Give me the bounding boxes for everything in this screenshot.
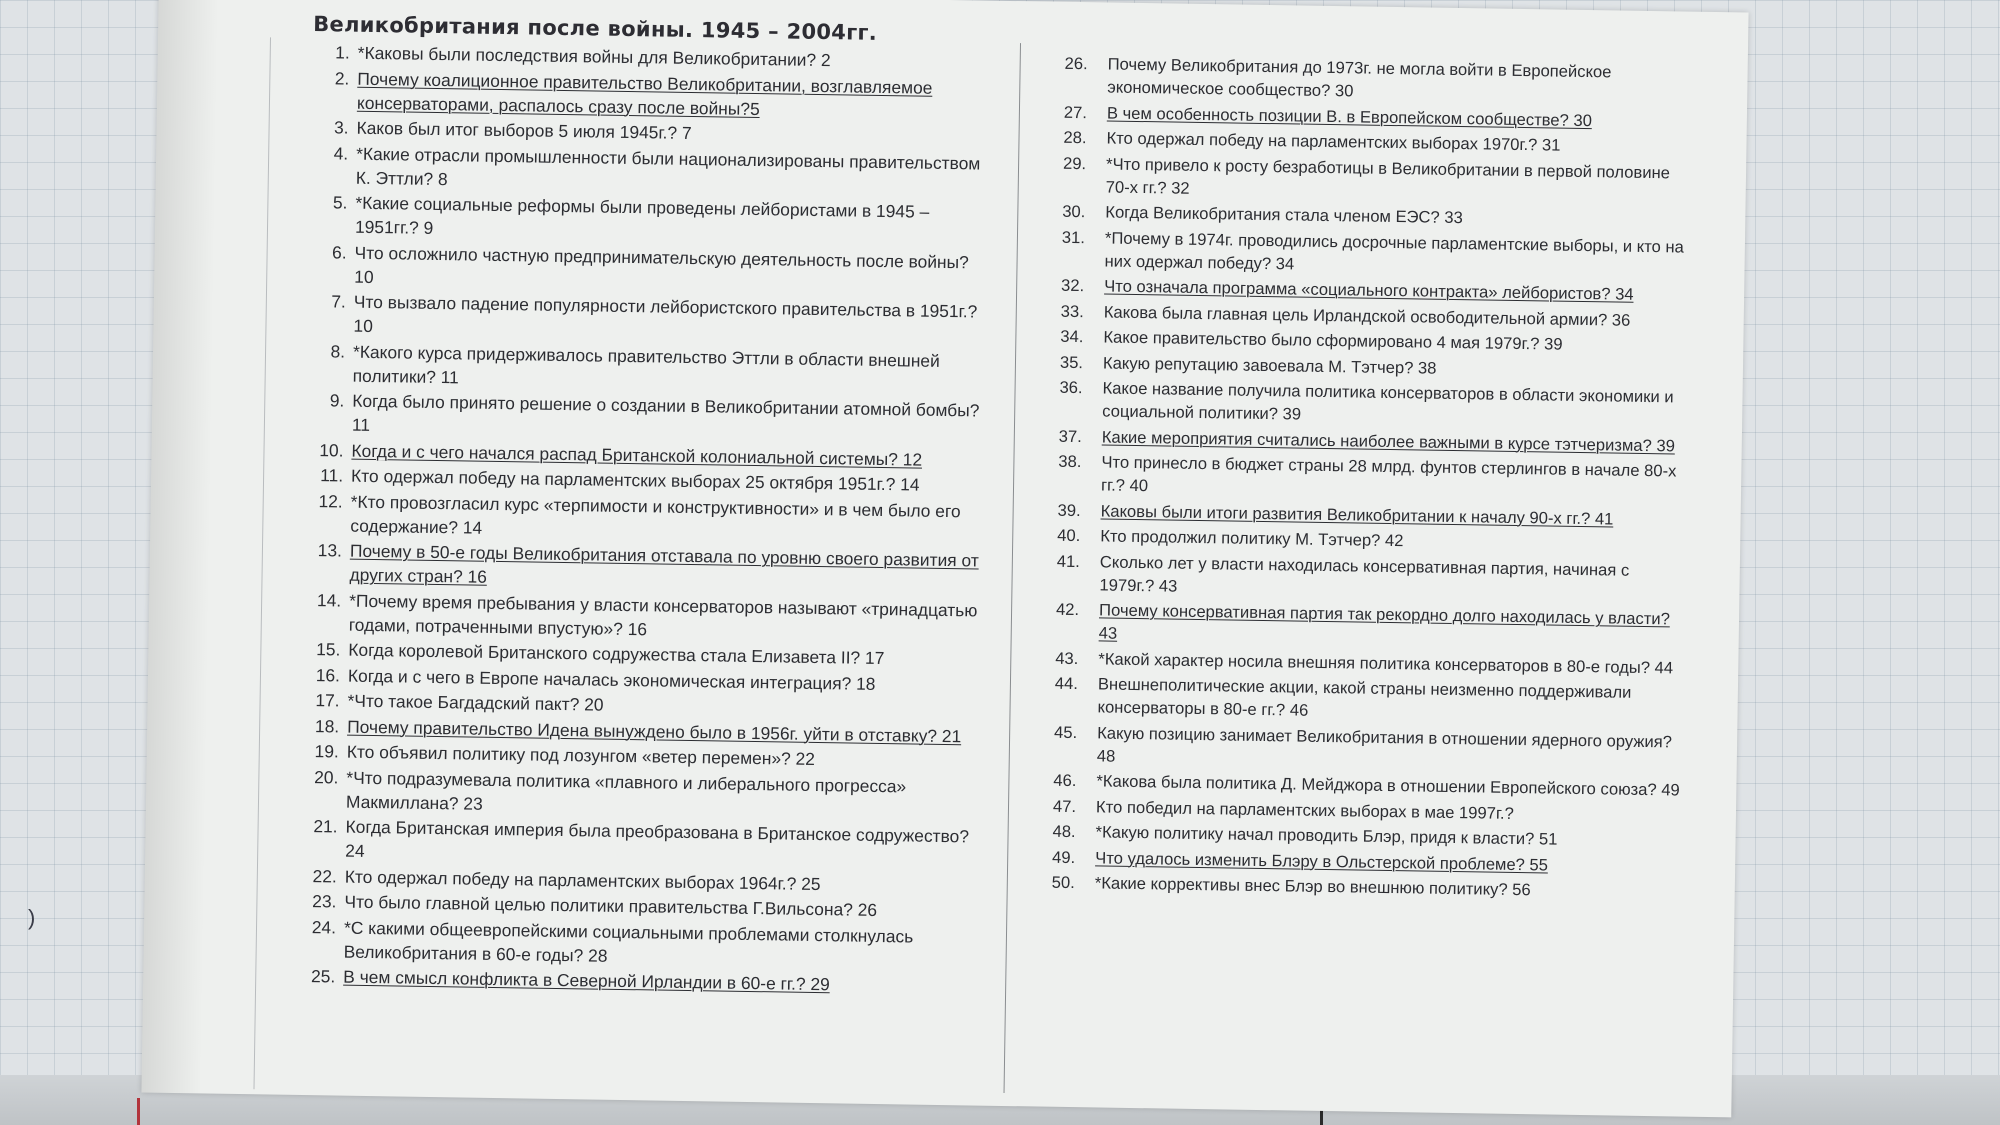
question-number: 49. — [1052, 847, 1076, 867]
question-number: 36. — [1059, 377, 1083, 398]
question-item — [282, 388, 983, 447]
question-number: 7. — [331, 291, 347, 312]
question-text: *Почему время пребывания у власти консерваторов называют «тринадцатью годами, потраченными впустую»? 16 — [348, 590, 978, 639]
question-item — [1049, 450, 1690, 506]
question-text: Какие мероприятия считались наиболее важными в курсе тэтчеризма? 39 — [1101, 426, 1676, 455]
question-text: Какую позицию занимает Великобритания в отношении ядерного оружия? 48 — [1096, 722, 1673, 766]
question-text: *Кто провозгласил курс «терпимости и конструктивности» и в чем было его содержание? 14 — [350, 491, 961, 538]
question-text: Какое правительство было сформировано 4 мая 1979г.? 39 — [1103, 327, 1563, 354]
question-number: 41. — [1056, 551, 1081, 571]
question-item — [283, 338, 984, 397]
question-number: 8. — [330, 340, 346, 362]
question-item — [275, 814, 976, 873]
column-divider — [1004, 43, 1021, 1093]
question-text: Какую репутацию завоевала М. Тэтчер? 38 — [1102, 352, 1437, 378]
question-number: 9. — [329, 390, 345, 411]
question-number: 45. — [1053, 722, 1078, 742]
question-number: 21. — [313, 816, 338, 837]
question-text: Когда королевой Британского содружества стала Елизавета II? 17 — [348, 639, 885, 669]
question-number: 24. — [311, 916, 337, 937]
question-number: 44. — [1054, 673, 1079, 694]
question-item — [273, 914, 974, 973]
question-item — [280, 488, 981, 547]
margin-line — [137, 1098, 140, 1125]
question-item — [279, 538, 980, 597]
question-text: Почему правительство Идена вынуждено было в 1956г. уйти в отставку? 21 — [347, 716, 962, 746]
question-text: *Какого курса придерживалось правительство Эттли в области внешней политики? 11 — [352, 341, 940, 387]
question-number: 2. — [334, 67, 350, 89]
question-number: 29. — [1062, 153, 1087, 173]
question-number: 23. — [312, 891, 337, 912]
question-text: Кто победил на парламентских выборах в мае 1997г.? — [1095, 796, 1514, 823]
question-item — [283, 289, 984, 348]
question-item — [1054, 151, 1695, 207]
question-item — [286, 140, 987, 199]
question-number: 6. — [331, 241, 347, 263]
question-text: Какое название получила политика консерваторов в области экономики и социальной политики? 39 — [1102, 378, 1674, 424]
question-text: Почему в 50-е годы Великобритания отставала по уровню своего развития от других стран? 16 — [349, 540, 979, 587]
questions-right-column — [1043, 52, 1696, 906]
question-text: Кто одержал победу на парламентских выборах 1964г.? 25 — [344, 866, 821, 894]
question-text: В чем особенность позиции В. в Европейском сообществе? 30 — [1106, 102, 1593, 130]
question-number: 16. — [315, 664, 341, 686]
question-text: Кто одержал победу на парламентских выборах 25 октября 1951г.? 14 — [350, 465, 920, 495]
question-text: Почему коалиционное правительство Великобритании, возглавляемое консерваторами, распалось сразу после войны?5 — [356, 68, 933, 119]
question-text: Когда и с чего начался распад Британской колониальной системы? 12 — [351, 440, 923, 470]
question-text: *Какую политику начал проводить Блэр, придя к власти? 51 — [1095, 822, 1558, 849]
question-item — [287, 65, 988, 124]
question-number: 30. — [1062, 201, 1086, 222]
question-number: 10. — [319, 439, 344, 461]
question-item — [1055, 52, 1696, 108]
question-number: 14. — [316, 589, 342, 611]
question-text: Почему Великобритания до 1973г. не могла войти в Европейское экономическое сообщество? 30 — [1107, 54, 1612, 101]
question-number: 46. — [1053, 770, 1077, 791]
question-number: 42. — [1055, 599, 1080, 620]
question-number: 13. — [317, 540, 343, 561]
question-text: *Какие социальные реформы были проведены лейбористами в 1945 – 1951гг.? 9 — [354, 192, 930, 238]
question-number: 1. — [335, 42, 350, 63]
question-text: *С какими общеевропейскими социальными проблемами столкнулась Великобритания в 60-е годы? 28 — [343, 917, 914, 966]
frame-line — [253, 37, 271, 1089]
question-item — [1052, 225, 1693, 281]
question-text: Что было главной целью политики правительства Г.Вильсона? 26 — [344, 891, 878, 920]
question-text: Когда было принято решение о создании в Великобритании атомной бомбы? 11 — [351, 390, 980, 435]
question-number: 34. — [1060, 326, 1084, 347]
question-text: Когда Великобритания стала членом ЕЭС? 33 — [1105, 202, 1463, 228]
question-item — [1047, 549, 1688, 605]
question-item — [276, 764, 977, 823]
page-title: Великобритания после войны. 1945 – 2004гг. — [313, 12, 878, 45]
question-text: Какова была главная цель Ирландской освободительной армии? 36 — [1103, 301, 1631, 330]
question-number: 47. — [1052, 796, 1077, 816]
handwritten-mark: ) — [28, 905, 36, 930]
question-number: 43. — [1055, 648, 1079, 668]
question-text: *Какой характер носила внешняя политика консерваторов в 80-е годы? 44 — [1098, 648, 1674, 677]
question-text: Кто одержал победу на парламентских выборах 1970г.? 31 — [1106, 128, 1561, 155]
question-item — [285, 190, 986, 249]
question-number: 15. — [316, 639, 341, 660]
question-text: Кто объявил политику под лозунгом «ветер перемен»? 22 — [346, 741, 816, 769]
question-text: В чем смысл конфликта в Северной Ирландии в 60-е гг.? 29 — [343, 966, 830, 995]
question-number: 39. — [1057, 500, 1081, 520]
question-text: Когда Британская империя была преобразована в Британское содружество? 24 — [345, 816, 970, 861]
question-text: Почему консервативная партия так рекордно долго находилась у власти? 43 — [1098, 600, 1671, 643]
question-number: 12. — [318, 490, 343, 512]
question-number: 48. — [1052, 821, 1076, 842]
question-number: 40. — [1057, 525, 1081, 546]
question-text: *Какие коррективы внес Блэр во внешнюю политику? 56 — [1094, 873, 1531, 900]
question-number: 11. — [320, 465, 344, 486]
question-text: Что удалось изменить Блэру в Ольстерской проблеме? 55 — [1095, 847, 1549, 875]
question-text: Что вызвало падение популярности лейбористского правительства в 1951г.? 10 — [353, 291, 978, 336]
question-item — [1045, 720, 1686, 776]
question-number: 20. — [314, 766, 339, 787]
question-number: 37. — [1058, 426, 1082, 446]
question-number: 18. — [314, 715, 340, 737]
question-number: 4. — [333, 142, 349, 164]
question-text: *Каковы были последствия войны для Великобритании? 2 — [357, 42, 831, 71]
question-item — [1047, 598, 1688, 654]
question-item — [284, 239, 985, 298]
printed-sheet — [141, 0, 1748, 1117]
question-text: *Какова была политика Д. Мейджора в отношении Европейского союза? 49 — [1096, 771, 1680, 800]
question-text: Когда и с чего в Европе началась экономическая интеграция? 18 — [347, 665, 876, 694]
question-text: *Почему в 1974г. проводились досрочные парламентские выборы, и кто на них одержал победу? 34 — [1104, 227, 1685, 273]
question-number: 31. — [1061, 227, 1086, 247]
question-text: Что принесло в бюджет страны 28 млрд. фунтов стерлингов в начале 80-х гг.? 40 — [1100, 452, 1677, 496]
question-number: 27. — [1063, 102, 1088, 122]
question-number: 28. — [1063, 127, 1087, 148]
question-text: Что осложнило частную предпринимательскую деятельность после войны? 10 — [354, 242, 969, 287]
question-text: Кто продолжил политику М. Тэтчер? 42 — [1100, 526, 1404, 551]
question-number: 22. — [312, 865, 338, 886]
question-text: Внешнеполитические акции, какой страны неизменно поддерживали консерваторы в 80-е гг.? 46 — [1097, 674, 1632, 720]
question-number: 25. — [310, 966, 336, 987]
question-text: Что означала программа «социального контракта» лейбористов? 34 — [1104, 276, 1634, 304]
question-item — [279, 587, 980, 646]
question-text: *Что подразумевала политика «плавного и либерального прогресса» Макмиллана? 23 — [345, 767, 907, 814]
question-text: Каков был итог выборов 5 июля 1945г.? 7 — [356, 117, 692, 143]
questions-left-column — [273, 40, 988, 1000]
question-number: 3. — [333, 117, 349, 138]
question-number: 33. — [1060, 301, 1084, 321]
question-number: 19. — [314, 741, 339, 762]
question-item — [1050, 376, 1691, 432]
question-text: Каковы были итоги развития Великобритании к началу 90-х гг.? 41 — [1100, 500, 1614, 528]
question-text: *Что такое Багдадский пакт? 20 — [347, 690, 604, 715]
question-number: 50. — [1051, 872, 1075, 893]
question-item — [1045, 672, 1686, 728]
question-text: *Что привело к росту безработицы в Великобритании в первой половине 70-х гг.? 32 — [1105, 153, 1671, 198]
question-number: 17. — [315, 690, 340, 711]
question-text: Сколько лет у власти находилась консервативная партия, начиная с 1979г.? 43 — [1099, 551, 1630, 596]
question-number: 32. — [1060, 275, 1085, 296]
question-number: 38. — [1058, 451, 1082, 472]
question-text: *Какие отрасли промышленности были национализированы правительством К. Эттли? 8 — [355, 143, 981, 189]
question-number: 35. — [1059, 352, 1084, 372]
question-number: 5. — [332, 192, 348, 213]
question-number: 26. — [1064, 53, 1088, 74]
